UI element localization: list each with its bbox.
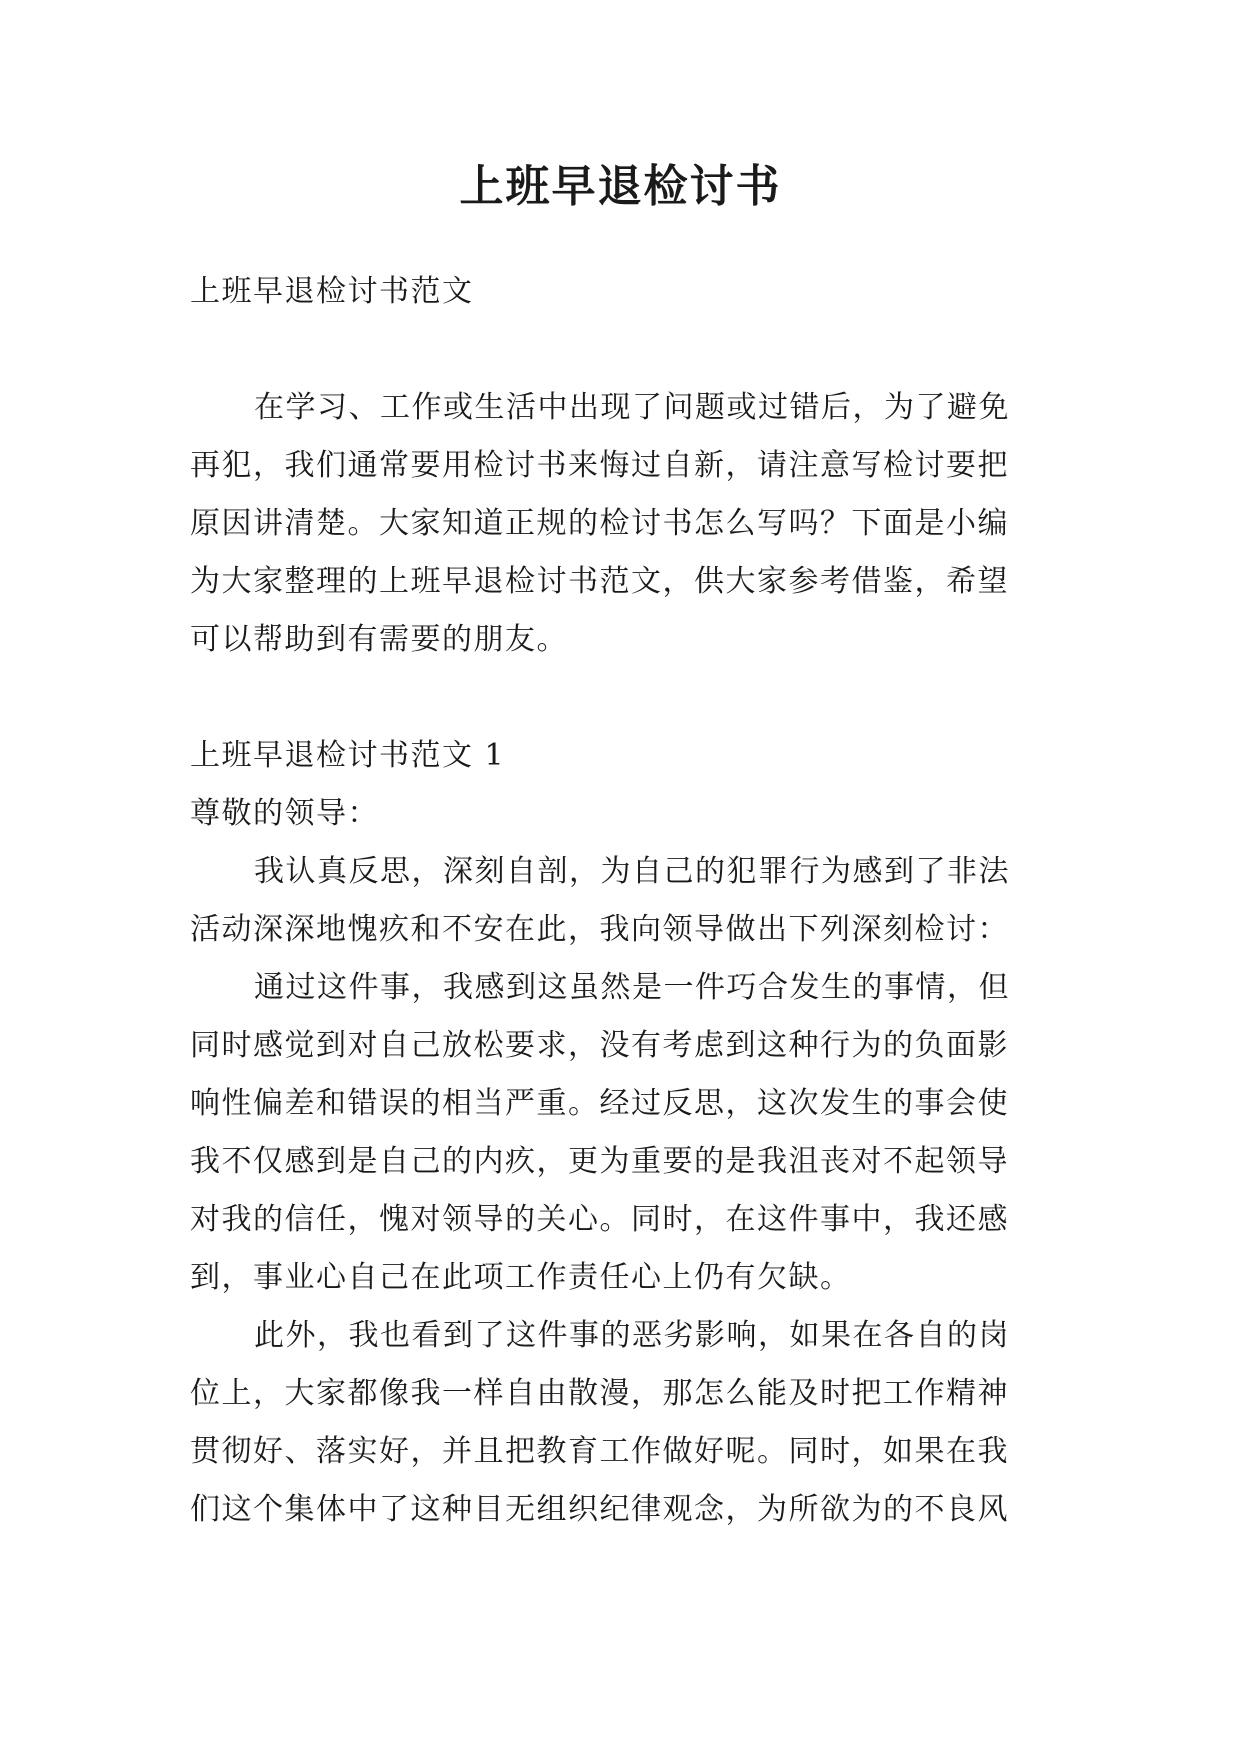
- paragraph-line: 响性偏差和错误的相当严重。经过反思，这次发生的事会使: [190, 1086, 1009, 1121]
- intro-line: 原因讲清楚。大家知道正规的检讨书怎么写吗？下面是小编: [190, 506, 1009, 541]
- paragraph-line: 我认真反思，深刻自剖，为自己的犯罪行为感到了非法: [254, 854, 1010, 889]
- document-body: [190, 263, 1060, 1539]
- paragraph-line: 贯彻好、落实好，并且把教育工作做好呢。同时，如果在我: [190, 1434, 1009, 1469]
- intro-paragraph: [190, 379, 1060, 669]
- paragraph-line: 此外，我也看到了这件事的恶劣影响，如果在各自的岗: [254, 1318, 1010, 1353]
- intro-line: 在学习、工作或生活中出现了问题或过错后，为了避免: [254, 390, 1010, 425]
- paragraph-line: 位上，大家都像我一样自由散漫，那怎么能及时把工作精神: [190, 1376, 1009, 1411]
- paragraph-2: [190, 959, 1060, 1307]
- paragraph-line: 活动深深地愧疚和不安在此，我向领导做出下列深刻检讨：: [190, 912, 1009, 947]
- spacer: [190, 669, 1060, 727]
- salutation: 尊敬的领导：: [190, 796, 379, 831]
- document-title: 上班早退检讨书: [459, 161, 782, 212]
- document-subtitle: 上班早退检讨书范文: [190, 274, 474, 309]
- paragraph-line: 对我的信任，愧对领导的关心。同时，在这件事中，我还感: [190, 1202, 1009, 1237]
- paragraph-1: [190, 843, 1060, 959]
- paragraph-line: 同时感觉到对自己放松要求，没有考虑到这种行为的负面影: [190, 1028, 1009, 1063]
- spacer: [190, 321, 1060, 379]
- paragraph-line: 到，事业心自己在此项工作责任心上仍有欠缺。: [190, 1260, 852, 1295]
- intro-line: 再犯，我们通常要用检讨书来悔过自新，请注意写检讨要把: [190, 448, 1009, 483]
- paragraph-line: 我不仅感到是自己的内疚，更为重要的是我沮丧对不起领导: [190, 1144, 1009, 1179]
- paragraph-line: 通过这件事，我感到这虽然是一件巧合发生的事情，但: [254, 970, 1010, 1005]
- intro-line: 为大家整理的上班早退检讨书范文，供大家参考借鉴，希望: [190, 564, 1009, 599]
- section-heading: 上班早退检讨书范文 1: [190, 738, 506, 773]
- intro-line: 可以帮助到有需要的朋友。: [190, 622, 568, 657]
- paragraph-line: 们这个集体中了这种目无组织纪律观念，为所欲为的不良风: [190, 1492, 1009, 1527]
- paragraph-3: [190, 1307, 1060, 1539]
